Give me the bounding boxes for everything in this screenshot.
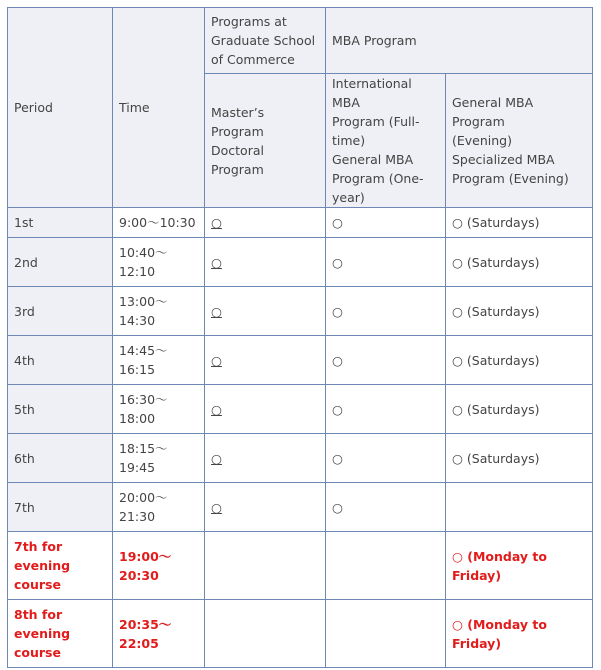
general-mba-evening-cell — [446, 336, 593, 385]
graduate-programs-cell — [205, 532, 326, 600]
table-row — [8, 385, 593, 434]
period-cell-line: evening — [14, 558, 71, 573]
international-mba-cell — [326, 600, 446, 668]
time-cell-line: 13:00〜 — [119, 294, 168, 309]
time-cell-line: 19:00〜 — [119, 548, 172, 564]
period-cell — [8, 600, 113, 668]
period-cell — [8, 483, 113, 532]
graduate-programs-cell — [205, 385, 326, 434]
general-mba-evening-cell-line: Friday) — [452, 567, 502, 583]
international-mba-cell — [326, 385, 446, 434]
general-mba-evening-cell-line: ○ (Monday to — [452, 616, 547, 632]
general-mba-evening-cell-line: ○ (Saturdays) — [452, 401, 540, 417]
time-cell-line: 14:45〜 — [119, 343, 168, 358]
header-programs-line: Programs at — [211, 14, 287, 29]
general-mba-evening-cell-line: ○ (Saturdays) — [452, 254, 540, 270]
period-cell-line: 8th for — [14, 607, 63, 622]
general-mba-evening-cell — [446, 483, 593, 532]
general-mba-evening-cell-line: ○ (Monday to — [452, 548, 547, 564]
general-mba-evening-cell-line: ○ (Saturdays) — [452, 352, 540, 368]
subheader-line: Program (Evening) — [452, 171, 569, 186]
class-period-schedule-table — [7, 7, 593, 668]
time-cell-line: 12:10 — [119, 264, 156, 279]
international-mba-cell — [326, 434, 446, 483]
general-mba-evening-cell — [446, 287, 593, 336]
general-mba-evening-cell — [446, 532, 593, 600]
time-cell — [113, 483, 205, 532]
international-mba-cell — [326, 336, 446, 385]
availability-mark: ○ — [332, 303, 343, 319]
period-cell-line: 4th — [14, 352, 35, 368]
subheader-international-mba — [326, 74, 446, 208]
subheader-masters-doctoral — [205, 74, 326, 208]
period-cell — [8, 434, 113, 483]
availability-mark: ○ — [332, 254, 343, 270]
international-mba-cell — [326, 483, 446, 532]
period-cell-line: course — [14, 577, 61, 592]
general-mba-evening-cell — [446, 434, 593, 483]
time-cell — [113, 336, 205, 385]
international-mba-cell — [326, 287, 446, 336]
international-mba-cell — [326, 532, 446, 600]
table-row — [8, 434, 593, 483]
subheader-line: year) — [332, 190, 365, 205]
table-row — [8, 483, 593, 532]
subheader-line: General MBA Program — [452, 95, 534, 129]
availability-mark: ○ — [332, 215, 343, 230]
time-cell-line: 20:00〜 — [119, 490, 168, 505]
time-cell — [113, 238, 205, 287]
general-mba-evening-cell — [446, 238, 593, 287]
time-cell — [113, 600, 205, 668]
period-cell — [8, 287, 113, 336]
general-mba-evening-cell — [446, 208, 593, 238]
graduate-programs-cell — [205, 208, 326, 238]
period-cell-line: course — [14, 645, 61, 660]
graduate-programs-cell — [205, 434, 326, 483]
time-cell-line: 9:00〜10:30 — [119, 215, 196, 230]
period-cell-line: 7th for — [14, 539, 63, 554]
time-cell — [113, 385, 205, 434]
subheader-line: Program (One- — [332, 171, 424, 186]
time-cell — [113, 208, 205, 238]
general-mba-evening-cell — [446, 600, 593, 668]
availability-mark: ○ — [211, 499, 222, 515]
general-mba-evening-cell-line: ○ (Saturdays) — [452, 303, 540, 319]
time-cell-line: 16:30〜 — [119, 392, 168, 407]
period-cell-line: evening — [14, 626, 71, 641]
time-cell-line: 22:05 — [119, 635, 159, 651]
period-cell-line: 2nd — [14, 254, 38, 270]
general-mba-evening-cell-line: ○ (Saturdays) — [452, 215, 540, 230]
table-body — [8, 208, 593, 668]
availability-mark: ○ — [332, 450, 343, 466]
subheader-line: Specialized MBA — [452, 152, 555, 167]
time-cell-line: 18:00 — [119, 411, 156, 426]
time-cell — [113, 434, 205, 483]
period-cell-line: 1st — [14, 215, 34, 230]
subheader-line: International MBA — [332, 76, 412, 110]
period-cell — [8, 208, 113, 238]
time-cell-line: 10:40〜 — [119, 245, 168, 260]
time-cell-line: 20:30 — [119, 567, 159, 583]
header-mba-program: MBA Program — [326, 8, 593, 74]
general-mba-evening-cell-line: ○ (Saturdays) — [452, 450, 540, 466]
subheader-line: (Evening) — [452, 133, 512, 148]
availability-mark: ○ — [211, 254, 222, 270]
period-cell-line: 5th — [14, 401, 35, 417]
table-header — [8, 8, 593, 208]
header-programs-line: of Commerce — [211, 52, 295, 67]
international-mba-cell — [326, 208, 446, 238]
availability-mark: ○ — [211, 401, 222, 417]
time-cell-line: 14:30 — [119, 313, 156, 328]
table-row — [8, 600, 593, 668]
subheader-line: Doctoral Program — [211, 142, 264, 177]
graduate-programs-cell — [205, 238, 326, 287]
general-mba-evening-cell-line: Friday) — [452, 635, 502, 651]
availability-mark: ○ — [332, 352, 343, 368]
availability-mark: ○ — [332, 499, 343, 515]
graduate-programs-cell — [205, 287, 326, 336]
availability-mark: ○ — [211, 450, 222, 466]
subheader-line: Program (Full- — [332, 114, 420, 129]
table-row — [8, 532, 593, 600]
header-time: Time — [113, 8, 205, 208]
international-mba-cell — [326, 238, 446, 287]
period-cell — [8, 336, 113, 385]
subheader-line: time) — [332, 133, 366, 148]
header-programs-line: Graduate School — [211, 33, 316, 48]
general-mba-evening-cell — [446, 385, 593, 434]
table-row — [8, 238, 593, 287]
period-cell — [8, 532, 113, 600]
header-period: Period — [8, 8, 113, 208]
time-cell — [113, 532, 205, 600]
period-cell-line: 3rd — [14, 303, 35, 319]
availability-mark: ○ — [211, 303, 222, 319]
subheader-line: Master’s Program — [211, 104, 265, 139]
period-cell-line: 7th — [14, 499, 35, 515]
table-row — [8, 208, 593, 238]
period-cell — [8, 385, 113, 434]
availability-mark: ○ — [211, 352, 222, 368]
table-row — [8, 336, 593, 385]
time-cell — [113, 287, 205, 336]
time-cell-line: 18:15〜 — [119, 441, 168, 456]
graduate-programs-cell — [205, 336, 326, 385]
graduate-programs-cell — [205, 483, 326, 532]
period-cell-line: 6th — [14, 450, 35, 466]
table-row — [8, 287, 593, 336]
time-cell-line: 20:35〜 — [119, 616, 172, 632]
time-cell-line: 21:30 — [119, 509, 156, 524]
graduate-programs-cell — [205, 600, 326, 668]
availability-mark: ○ — [332, 401, 343, 417]
schedule-table-wrapper — [7, 7, 593, 668]
time-cell-line: 16:15 — [119, 362, 156, 377]
subheader-general-mba-evening — [446, 74, 593, 208]
period-cell — [8, 238, 113, 287]
subheader-line: General MBA — [332, 152, 414, 167]
availability-mark: ○ — [211, 215, 222, 230]
header-programs-graduate-school — [205, 8, 326, 74]
time-cell-line: 19:45 — [119, 460, 156, 475]
